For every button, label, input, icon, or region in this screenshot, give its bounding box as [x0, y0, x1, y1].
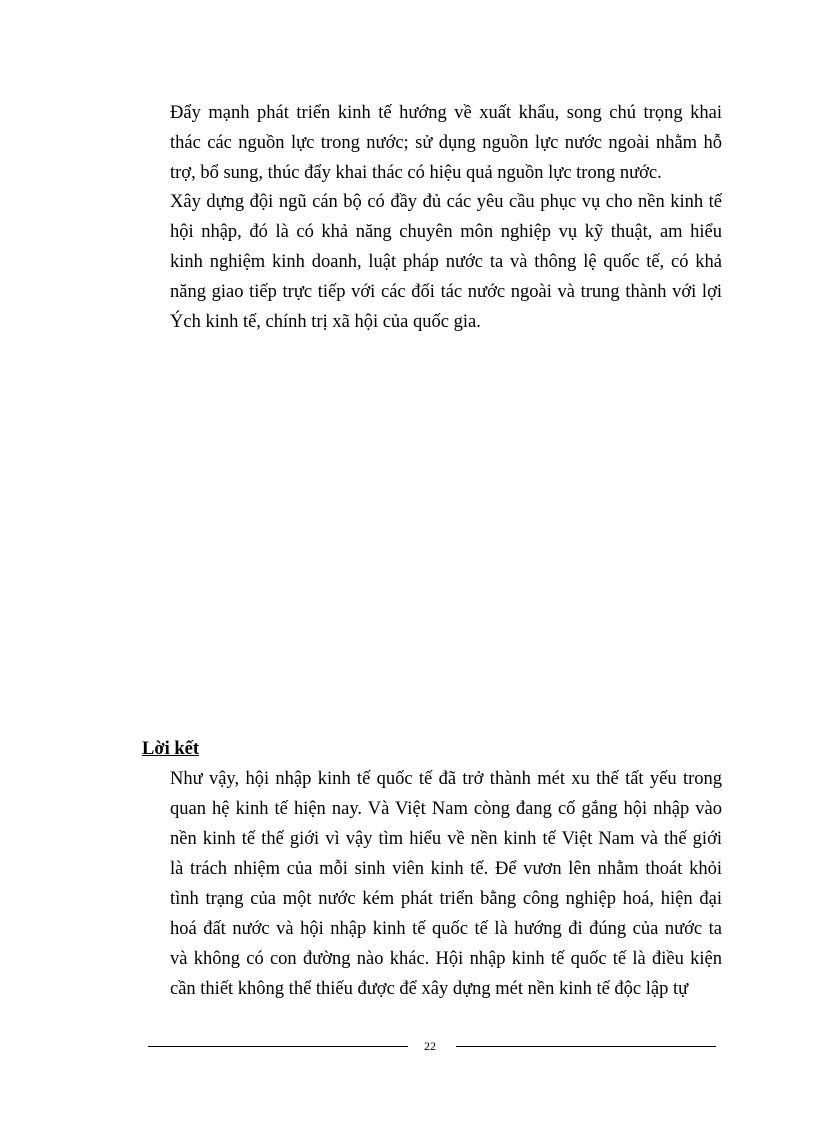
page-number: 22 [424, 1039, 436, 1053]
conclusion-line: cần thiết không thể thiếu được để xây dựng mét nền kinh tế độc lập tự [170, 979, 689, 999]
conclusion-line: quan hệ kinh tế hiện nay. Và Việt Nam còng đang cố gắng hội nhập vào [170, 799, 722, 819]
body-line: Xây dựng đội ngũ cán bộ có đầy đủ các yêu cầu phục vụ cho nền kinh tế [170, 192, 722, 212]
conclusion-line: và không có con đường nào khác. Hội nhập kinh tế quốc tế là điều kiện [170, 949, 722, 969]
body-line: kinh nghiệm kinh doanh, luật pháp nước ta và thông lệ quốc tế, có khả [170, 252, 722, 272]
body-line: năng giao tiếp trực tiếp với các đối tác nước ngoài và trung thành với lợi [170, 282, 722, 302]
conclusion-line: hoá đất nước và hội nhập kinh tế quốc tế là hướng đi đúng của nước ta [170, 919, 722, 939]
footer-rule-left [148, 1046, 408, 1047]
body-line: Ých kinh tế, chính trị xã hội của quốc gia. [170, 312, 481, 332]
body-line: trợ, bổ sung, thúc đẩy khai thác có hiệu quả nguồn lực trong nước. [170, 163, 662, 183]
body-line: hội nhập, đó là có khả năng chuyên môn nghiệp vụ kỹ thuật, am hiểu [170, 222, 722, 242]
conclusion-heading: Lời kết [142, 739, 200, 759]
conclusion-line: Như vậy, hội nhập kinh tế quốc tế đã trở thành mét xu thế tất yếu trong [170, 769, 722, 789]
body-line: thác các nguồn lực trong nước; sử dụng nguồn lực nước ngoài nhằm hỗ [170, 133, 722, 153]
conclusion-line: nền kinh tế thế giới vì vậy tìm hiểu về nền kinh tế Việt Nam và thế giới [170, 829, 722, 849]
footer-rule-right [456, 1046, 716, 1047]
conclusion-line: là trách nhiệm của mỗi sinh viên kinh tế. Để vươn lên nhằm thoát khỏi [170, 859, 722, 879]
conclusion-line: tình trạng của một nước kém phát triển bằng công nghiệp hoá, hiện đại [170, 889, 722, 909]
body-line: Đẩy mạnh phát triển kinh tế hướng về xuất khẩu, song chú trọng khai [170, 103, 722, 123]
